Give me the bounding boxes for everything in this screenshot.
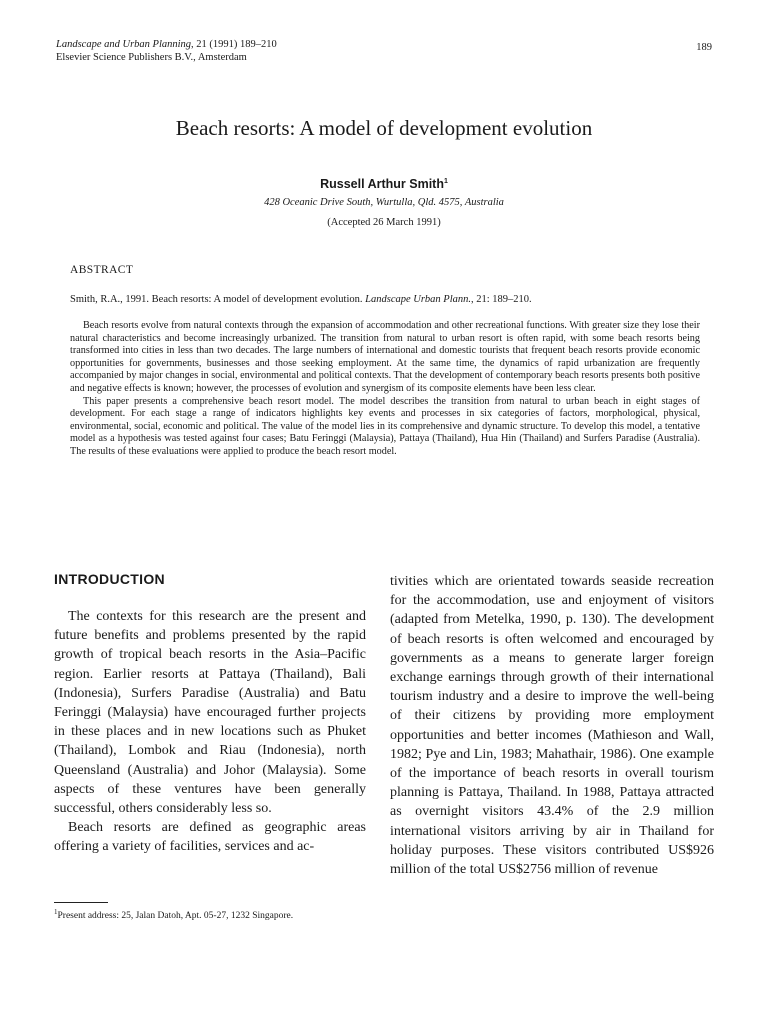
author-address: 428 Oceanic Drive South, Wurtulla, Qld. 4575, Australia (264, 197, 504, 208)
journal-name: Landscape and Urban Planning (56, 39, 192, 50)
abstract-heading: ABSTRACT (70, 264, 134, 276)
page-number: 189 (696, 42, 712, 53)
footnote-text: Present address: 25, Jalan Datoh, Apt. 05-27, 1232 Singapore. (57, 911, 294, 922)
citation-journal: Landscape Urban Plann. (365, 294, 472, 305)
introduction-heading: INTRODUCTION (54, 571, 165, 587)
citation-ref: , 21: 189–210. (471, 294, 532, 305)
journal-citation-line (56, 38, 277, 51)
author-line (0, 177, 768, 191)
footnote-divider (54, 902, 108, 903)
footnote-mark: 1 (54, 908, 58, 916)
abstract-paragraph: This paper presents a comprehensive beach resort model. The model describes the transition from natural to urban beach in eight stages of development. For each stage a range of indicators highlights key events and processes in six categories of factors, morphological, physical, environmental, social, economic and political. The value of the model lies in its comprehensive and dynamic structure. To develop this model, a tentative model as a hypothesis was tested against four cases; Batu Feringgi (Malaysia), Pattaya (Thailand), Hua Hin (Thailand) and Surfers Paradise (Australia). The results of these evaluations were applied to produce the beach resort model. (70, 395, 700, 457)
body-paragraph: tivities which are orientated towards seaside recreation for the accommodation, use and enjoyment of visitors (adapted from Metelka, 1990, p. 130). The development of beach resorts is often welcomed and encouraged by governments as a means to generate larger foreign exchange earnings through growth of their international tourism industry and a desire to improve the well-being of their citizens by providing more employment opportunities and better incomes (Mathieson and Wall, 1982; Pye and Lin, 1983; Mahathair, 1986). One example of the importance of beach resorts in overall tourism planning is Pattaya, Thailand. In 1988, Pattaya attracted as overnight visitors 43.4% of the 2.9 million international visitors arriving by air in Thailand for holiday purposes. These visitors contributed US$926 million of the total US$2756 million of revenue (390, 574, 714, 878)
author-name: Russell Arthur Smith (320, 177, 444, 191)
author-footnote-mark: 1 (443, 177, 448, 185)
body-paragraph: The contexts for this research are the present and future benefits and problems presented by the rapid growth of tropical beach resorts in the Asia–Pacific region. Earlier resorts at Pattaya (Thailand), Bali (Indonesia), Surfers Paradise (Australia) and Batu Feringgi (Malaysia) have encouraged further projects in these places and in new locations such as Phuket (Thailand), Lombok and Riau (Indonesia), north Queensland (Australia) and Johor (Malaysia). Some aspects of these ventures have been generally successful, others considerably less so. (54, 609, 366, 817)
right-column (390, 572, 714, 879)
journal-ref: , 21 (1991) 189–210 (191, 39, 277, 50)
left-column (54, 607, 366, 857)
abstract-body (70, 320, 700, 459)
body-paragraph: Beach resorts are defined as geographic areas offering a variety of facilities, services and ac- (54, 820, 366, 855)
footnote (54, 908, 374, 921)
abstract-citation (70, 294, 710, 305)
article-title: Beach resorts: A model of development evolution (175, 116, 593, 140)
abstract-paragraph: Beach resorts evolve from natural contexts through the expansion of accommodation and other recreational functions. With greater size they lose their natural characteristics and become increasingly urbanized. The transition from natural to urban resort is often rapid, with some beach resorts being transformed into cities in less than two decades. The large numbers of international and domestic tourists that frequent beach resorts provide economic opportunities for governments, businesses and those seeking employment. At the same time, the dynamics of rapid urbanization are frequently accompanied by major changes in social, environmental and political contexts. That the development of contemporary beach resorts presents both positive and negative effects is known; however, the processes of evolution and synergism of its composite elements have been less clear. (70, 320, 700, 394)
accepted-date: (Accepted 26 March 1991) (327, 217, 441, 228)
citation-text: Smith, R.A., 1991. Beach resorts: A model of development evolution. (70, 294, 366, 305)
journal-header (56, 38, 277, 64)
publisher-line: Elsevier Science Publishers B.V., Amsterdam (56, 52, 247, 63)
